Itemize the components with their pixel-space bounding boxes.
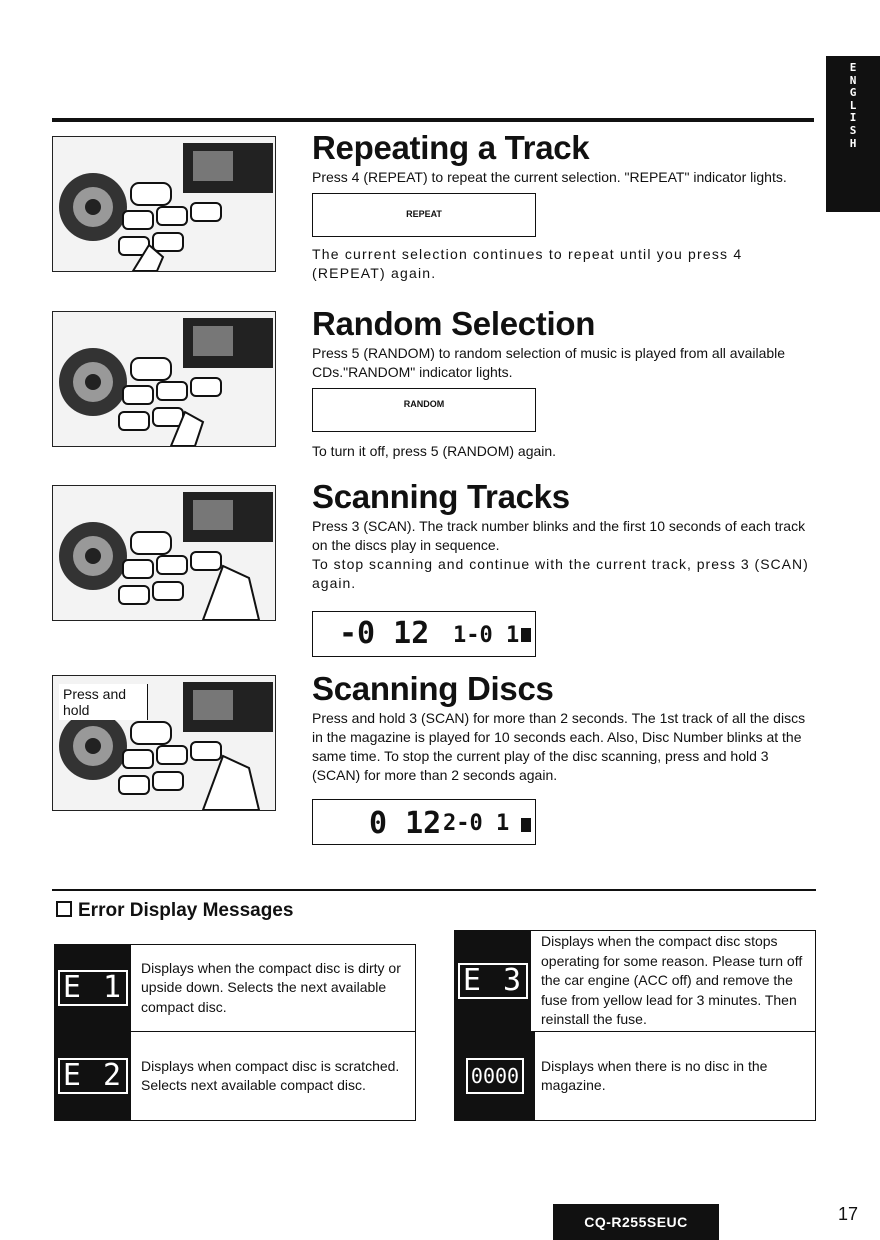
repeat-indicator: REPEAT [406, 209, 442, 219]
top-rule [52, 118, 814, 122]
stereo-illustration-repeat [52, 136, 276, 272]
section-scan-tracks [312, 479, 816, 657]
error-row-e1 [54, 944, 416, 1032]
error-section-title [56, 900, 293, 922]
disc-icon [521, 818, 531, 832]
track-number-display: -0 12 [339, 616, 430, 651]
disc-track-display: 1-0 1 [453, 623, 520, 648]
lang-letter: N [849, 73, 857, 87]
track-number-display: 0 12 [369, 806, 442, 841]
error-code: E 2 [58, 1058, 128, 1094]
section-repeat [312, 130, 816, 283]
error-row-e2 [54, 1031, 416, 1121]
disc-icon [521, 628, 531, 642]
lang-letter: S [849, 123, 857, 137]
lang-letter: L [849, 98, 857, 112]
error-code-badge [55, 1032, 131, 1120]
lang-letter: I [849, 111, 857, 125]
lang-letter: G [849, 86, 857, 100]
error-description: Displays when the compact disc stops operating for some reason. Please turn off the car engine (ACC off) and remove the fuse from yellow lead for 3 minutes. Then reinstall the fuse. [541, 933, 803, 1028]
lcd-display-scan-tracks [312, 611, 536, 657]
mid-rule [52, 889, 816, 891]
section-title: Scanning Discs [312, 670, 554, 707]
stereo-illustration-random [52, 311, 276, 447]
error-code-badge [455, 1032, 535, 1120]
lcd-display-scan-discs [312, 799, 536, 845]
section-body: The current selection continues to repeat until you press 4 (REPEAT) again. [312, 246, 743, 281]
error-code-badge [455, 931, 531, 1031]
section-title: Random Selection [312, 305, 596, 342]
section-body: To turn it off, press 5 (RANDOM) again. [312, 443, 557, 459]
section-title: Repeating a Track [312, 129, 590, 166]
model-number-badge: CQ-R255SEUC [553, 1204, 719, 1240]
error-description: Displays when compact disc is scratched. Selects next available compact disc. [141, 1057, 400, 1093]
language-tab [826, 56, 880, 212]
page-number: 17 [838, 1204, 859, 1224]
error-row-e3 [454, 930, 816, 1032]
section-scan-discs [312, 671, 816, 845]
section-body: Press 5 (RANDOM) to random selection of music is played from all available CDs."RANDOM" indicator lights. [312, 345, 786, 380]
error-code-badge [55, 945, 131, 1031]
callout-text: Press and hold [63, 686, 127, 718]
stereo-illustration-scan-discs [52, 675, 276, 811]
press-and-hold-callout [59, 684, 148, 720]
error-description: Displays when the compact disc is dirty or upside down. Selects the next available compact disc. [141, 959, 401, 1015]
stereo-illustration-scan-tracks [52, 485, 276, 621]
lang-letter: E [849, 61, 857, 74]
lcd-display-repeat [312, 193, 536, 237]
random-indicator: RANDOM [403, 399, 445, 409]
section-random [312, 306, 816, 461]
error-code: E 3 [458, 963, 528, 999]
section-body: To stop scanning and continue with the current track, press 3 (SCAN) again. [312, 556, 809, 591]
lcd-display-random [312, 388, 536, 432]
error-code: E 1 [58, 970, 128, 1006]
checkbox-bullet-icon [56, 901, 72, 917]
section-body: Press 4 (REPEAT) to repeat the current selection. "REPEAT" indicator lights. [312, 169, 787, 185]
error-row-0000 [454, 1031, 816, 1121]
disc-track-display: 2-0 1 [443, 811, 510, 836]
section-body: Press and hold 3 (SCAN) for more than 2 seconds. The 1st track of all the discs in the magazine is played for 10 seconds each. Also, Disc Number blinks at the same time. To stop the current play of the disc scanning, press and hold 3 (SCAN) for more than 2 seconds again. [312, 710, 806, 783]
section-body: Press 3 (SCAN). The track number blinks and the first 10 seconds of each track on the discs play in sequence. [312, 518, 806, 553]
error-description: Displays when there is no disc in the magazine. [541, 1057, 768, 1093]
lang-letter: H [849, 136, 857, 150]
error-code: 0000 [466, 1058, 524, 1094]
section-title: Scanning Tracks [312, 478, 570, 515]
error-title-text: Error Display Messages [78, 900, 294, 921]
